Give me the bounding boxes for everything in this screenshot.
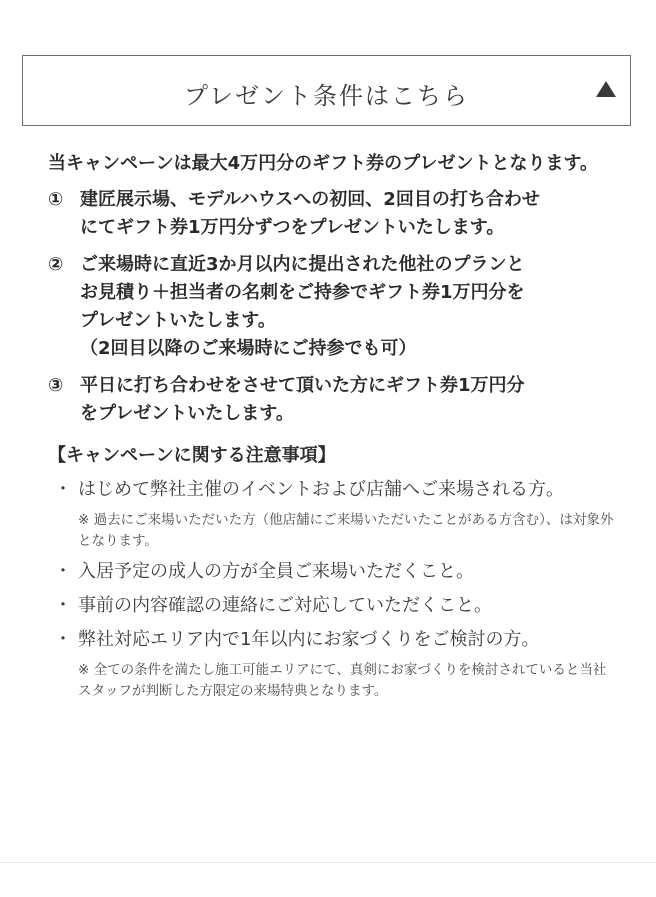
note-text: 入居予定の成人の方が全員ご来場いただくこと。	[78, 561, 474, 582]
note-subtext: ※ 過去にご来場いただいた方（他店舗にご来場いただいたことがある方含む）、は対象外となります。	[78, 512, 614, 549]
condition-text: お見積り＋担当者の名刺をご持参でギフト券1万円分を	[80, 282, 525, 303]
note-text: 事前の内容確認の連絡にご対応していただくこと。	[78, 595, 492, 616]
note-text: はじめて弊社主催のイベントおよび店舗へご来場される方。	[78, 479, 564, 500]
bullet: ・	[54, 561, 72, 582]
condition-number: ③	[48, 375, 64, 396]
condition-text: をプレゼントいたします。	[80, 403, 294, 424]
note-text: 弊社対応エリア内で1年以内にお家づくりをご検討の方。	[78, 629, 540, 650]
note-subtext: ※ 全ての条件を満たし施工可能エリアにて、真剣にお家づくりを検討されていると当社スタッフが判断した方限定の来場特典となります。	[78, 662, 607, 699]
condition-item	[48, 251, 618, 363]
condition-text: にてギフト券1万円分ずつをプレゼントいたします。	[80, 217, 505, 238]
bullet: ・	[54, 595, 72, 616]
note-item	[48, 558, 618, 586]
triangle-up-icon[interactable]	[596, 81, 616, 97]
accordion-title: プレゼント条件はこちら	[183, 82, 470, 110]
condition-text: 平日に打ち合わせをさせて頂いた方にギフト券1万円分	[80, 375, 525, 396]
condition-text: プレゼントいたします。	[80, 310, 276, 331]
bullet: ・	[54, 629, 72, 650]
condition-item	[48, 372, 618, 428]
bullet: ・	[54, 479, 72, 500]
conditions-content	[48, 150, 618, 706]
condition-item	[48, 186, 618, 242]
note-item	[48, 476, 618, 504]
note-item	[48, 592, 618, 620]
condition-number: ①	[48, 189, 64, 210]
notes-heading: 【キャンペーンに関する注意事項】	[48, 445, 336, 466]
conditions-accordion-toggle[interactable]	[22, 55, 631, 126]
intro-text: 当キャンペーンは最大4万円分のギフト券のプレゼントとなります。	[48, 153, 599, 174]
condition-text: 建匠展示場、モデルハウスへの初回、2回目の打ち合わせ	[80, 189, 540, 210]
condition-number: ②	[48, 254, 64, 275]
condition-text: ご来場時に直近3か月以内に提出された他社のプランと	[80, 254, 525, 275]
note-item	[48, 626, 618, 654]
condition-text: （2回目以降のご来場時にご持参でも可）	[80, 338, 417, 359]
divider	[0, 862, 656, 863]
